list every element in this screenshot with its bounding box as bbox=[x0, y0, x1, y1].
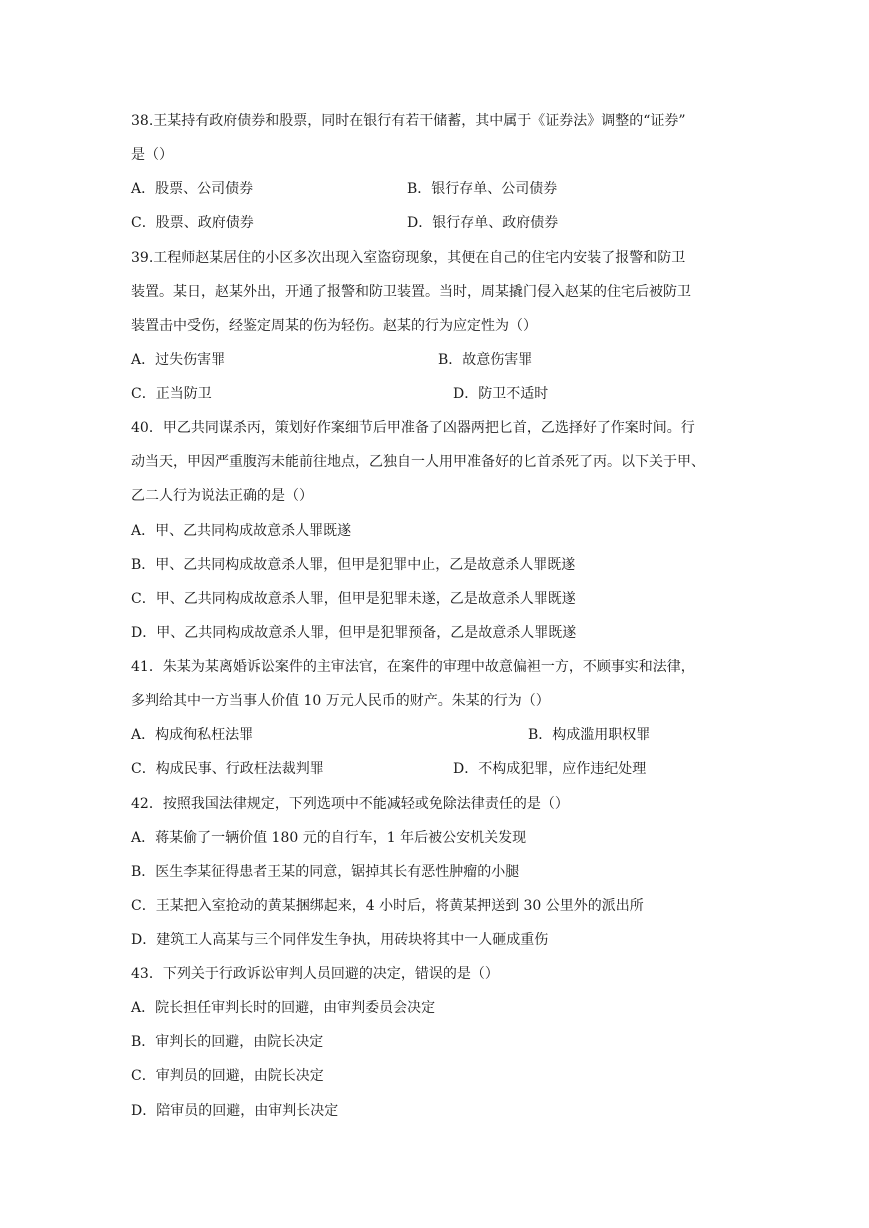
q42-option-a: A．蒋某偷了一辆价值 180 元的自行车，1 年后被公安机关发现 bbox=[131, 830, 527, 846]
q40-stem-line-1: 40．甲乙共同谋杀丙，策划好作案细节后甲准备了凶器两把匕首，乙选择好了作案时间。行 bbox=[131, 420, 695, 436]
q38-option-c: C．股票、政府债券 bbox=[131, 215, 254, 231]
q40-option-c: C．甲、乙共同构成故意杀人罪，但甲是犯罪未遂，乙是故意杀人罪既遂 bbox=[131, 591, 576, 607]
q39-stem-line-3: 装置击中受伤，经鉴定周某的伤为轻伤。赵某的行为应定性为（） bbox=[131, 318, 537, 334]
q41-stem-line-2: 多判给其中一方当事人价值 10 万元人民币的财产。朱某的行为（） bbox=[131, 693, 550, 709]
q40-option-d: D．甲、乙共同构成故意杀人罪，但甲是犯罪预备，乙是故意杀人罪既遂 bbox=[131, 625, 577, 641]
q39-option-a: A．过失伤害罪 bbox=[131, 352, 226, 368]
q38-stem-line-2: 是（） bbox=[131, 147, 173, 163]
q43-option-a: A．院长担任审判长时的回避，由审判委员会决定 bbox=[131, 1000, 436, 1016]
q38-stem-line-1: 38.王某持有政府债券和股票，同时在银行有若干储蓄，其中属于《证券法》调整的“证券” bbox=[131, 113, 686, 129]
q38-option-d: D．银行存单、政府债券 bbox=[407, 215, 559, 231]
q43-option-d: D．陪审员的回避，由审判长决定 bbox=[131, 1103, 339, 1119]
q42-option-c: C．王某把入室抢动的黄某捆绑起来，4 小时后，将黄某押送到 30 公里外的派出所 bbox=[131, 898, 644, 914]
q39-option-d: D．防卫不适时 bbox=[453, 386, 549, 402]
q42-stem-line-1: 42．按照我国法律规定，下列选项中不能减轻或免除法律责任的是（） bbox=[131, 796, 569, 812]
q41-option-c: C．构成民事、行政枉法裁判罪 bbox=[131, 761, 324, 777]
q40-option-b: B．甲、乙共同构成故意杀人罪，但甲是犯罪中止，乙是故意杀人罪既遂 bbox=[131, 557, 576, 573]
q40-option-a: A．甲、乙共同构成故意杀人罪既遂 bbox=[131, 523, 352, 539]
q41-option-d: D．不构成犯罪，应作违纪处理 bbox=[453, 761, 647, 777]
q40-stem-line-3: 乙二人行为说法正确的是（） bbox=[131, 488, 313, 504]
q43-option-c: C．审判员的回避，由院长决定 bbox=[131, 1068, 324, 1084]
q39-option-c: C．正当防卫 bbox=[131, 386, 212, 402]
q38-option-b: B．银行存单、公司债券 bbox=[407, 181, 558, 197]
q42-option-b: B．医生李某征得患者王某的同意，锯掉其长有恶性肿瘤的小腿 bbox=[131, 864, 520, 880]
q40-stem-line-2: 动当天，甲因严重腹泻未能前往地点，乙独自一人用甲准备好的匕首杀死了丙。以下关于甲、 bbox=[131, 454, 705, 470]
q42-option-d: D．建筑工人高某与三个同伴发生争执，用砖块将其中一人砸成重伤 bbox=[131, 932, 549, 948]
q38-option-a: A．股票、公司债券 bbox=[131, 181, 254, 197]
q39-stem-line-2: 装置。某日，赵某外出，开通了报警和防卫装置。当时，周某撬门侵入赵某的住宅后被防卫 bbox=[131, 284, 691, 300]
q41-stem-line-1: 41．朱某为某离婚诉讼案件的主审法官，在案件的审理中故意偏袒一方，不顾事实和法律， bbox=[131, 659, 695, 675]
q43-stem-line-1: 43．下列关于行政诉讼审判人员回避的决定，错误的是（） bbox=[131, 966, 499, 982]
q39-stem-line-1: 39.工程师赵某居住的小区多次出现入室盗窃现象，其便在自己的住宅内安装了报警和防卫 bbox=[131, 250, 686, 266]
q41-option-b: B．构成滥用职权罪 bbox=[528, 727, 651, 743]
q41-option-a: A．构成徇私枉法罪 bbox=[131, 727, 254, 743]
q39-option-b: B．故意伤害罪 bbox=[438, 352, 533, 368]
q43-option-b: B．审判长的回避，由院长决定 bbox=[131, 1034, 324, 1050]
